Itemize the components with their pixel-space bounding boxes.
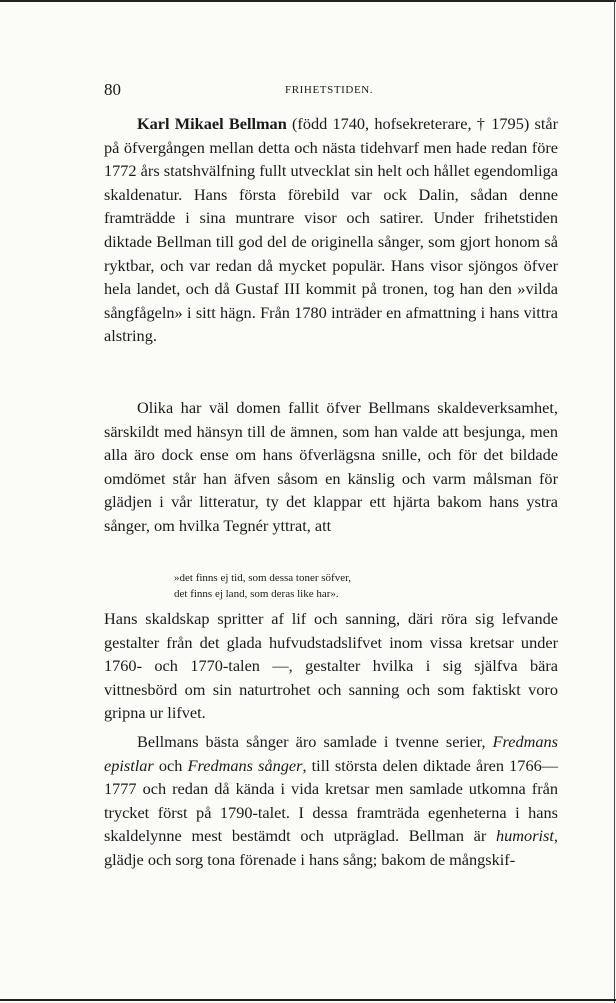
paragraph4-text-4: , glädje och sorg tona förenade i hans sång; bakom de mångskif- xyxy=(104,826,558,869)
paragraph4-text-1: Bellmans bästa sånger äro samlade i tvenne serier, xyxy=(137,732,493,751)
paragraph-bellman-intro xyxy=(104,112,558,348)
word-humorist: humorist xyxy=(496,826,554,846)
paragraph2-text: Olika har väl domen fallit öfver Bellmans skaldeverksamhet, särskildt med hänsyn till de ämnen, som han valde att besjunga, men alla äro dock ense om hans öfverlägsna snille, och för det bildade omdömet står han äfven såsom en känslig och varm målsman för glädjen i vår litteratur, ty det klappar ett hjärta bakom hans ystra sånger, om hvilka Tegnér yttrat, att xyxy=(104,398,558,535)
paragraph-poetry xyxy=(104,607,558,725)
title-fredmans-epistlar: Fredmans epistlar xyxy=(104,732,558,775)
running-head: FRIHETSTIDEN. xyxy=(285,84,374,96)
bellman-name: Karl Mikael Bellman xyxy=(137,114,287,133)
paragraph-collections xyxy=(104,730,558,872)
paragraph4-text-2: och xyxy=(153,755,188,775)
paragraph-judgement xyxy=(104,396,558,538)
quote-line-2: det finns ej land, som deras like har». xyxy=(174,588,339,600)
paragraph1-text: (född 1740, hofsekreterare, † 1795) står på öfvergången mellan detta och nästa tidehvarf men hade redan före 1772 års statshvälfning fullt utvecklat sin helt och hållet egendomliga skaldenatur. Hans första förebild var ock Dalin, sådan denne framträdde i sina muntrare visor och satirer. Under frihetstiden diktade Bellman till god del de originella sånger, som gjort honom så ryktbar, och var redan då mycket populär. Hans visor sjöngos öfver hela landet, och då Gustaf III kommit på tronen, tog han den »vilda sångfågeln» i sitt hägn. Från 1780 inträder en afmattning i hans vittra alstring. xyxy=(104,114,559,346)
page-bottom-edge xyxy=(0,999,616,1001)
page-right-edge xyxy=(614,0,615,1003)
page-top-edge xyxy=(0,0,616,2)
page-number: 80 xyxy=(104,80,121,99)
title-fredmans-sanger: Fredmans sånger xyxy=(187,755,303,775)
paragraph3-text: Hans skaldskap spritter af lif och sanning, däri röra sig lefvande gestalter från det glada hufvudstadslifvet inom vissa kretsar under 1760- och 1770-talen —, gestalter hvilka i sig själfva bära vittnesbörd om sin naturtrohet och sanning och som faktiskt voro gripna ur lifvet. xyxy=(104,609,558,723)
quote-line-1: »det finns ej tid, som dessa toner söfver, xyxy=(174,572,352,584)
tegner-quote xyxy=(174,570,351,602)
paragraph4-text-3: , till största delen diktade åren 1766—1777 och redan då kända i vida kretsar men samlade utkomna från trycket först på 1790-talet. I dessa framträda egenheterna i hans skaldelynne mest bestämdt och utpräglad. Bellman är xyxy=(104,755,559,846)
